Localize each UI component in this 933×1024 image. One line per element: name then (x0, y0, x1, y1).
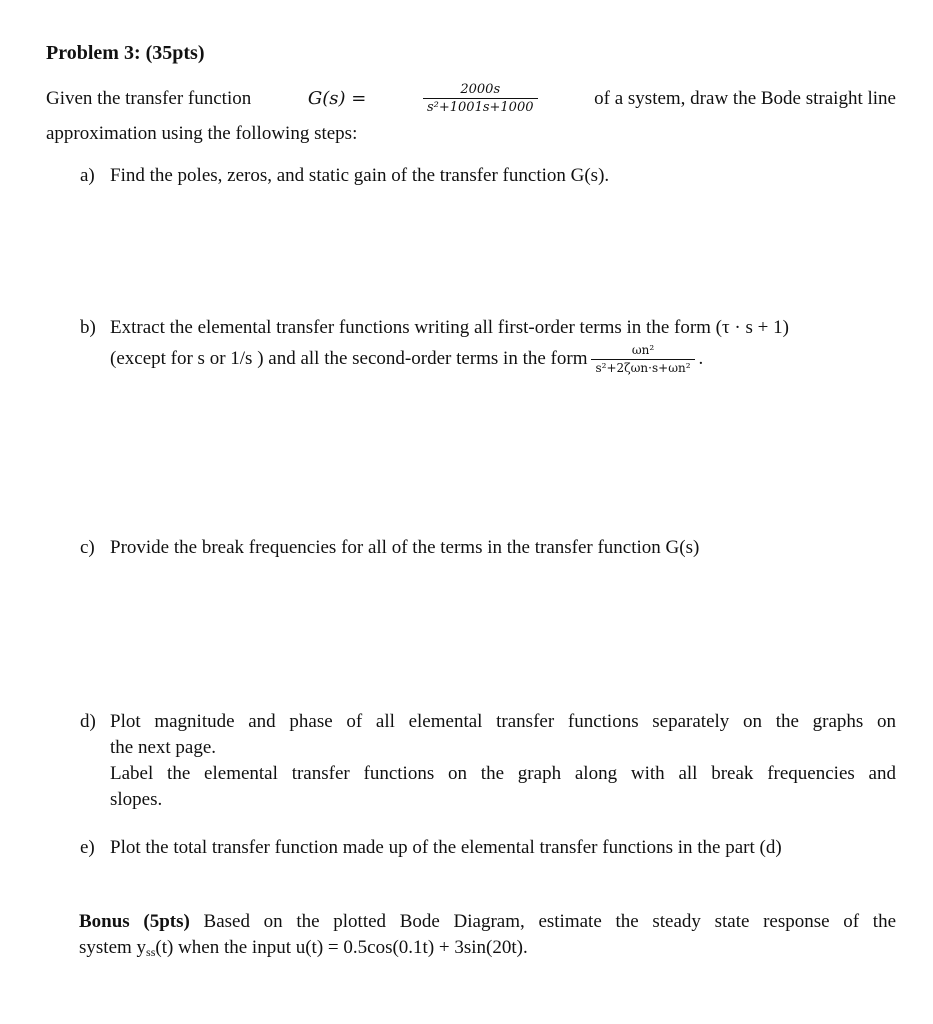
problem-title: Problem 3: (35pts) (46, 42, 205, 64)
part-e-marker: e) (80, 837, 95, 858)
part-a (80, 163, 609, 189)
transfer-function-label: G(s) = (307, 87, 367, 109)
part-b-period: . (698, 348, 704, 369)
part-c-text: Provide the break frequencies for all of the terms in the transfer function G(s) (110, 537, 700, 558)
part-c-marker: c) (80, 537, 95, 558)
part-a-text: Find the poles, zeros, and static gain of the transfer function G(s). (110, 165, 610, 186)
second-order-fraction (591, 343, 694, 376)
bonus-label: Bonus (5pts) (79, 911, 190, 932)
bonus-line-2-prefix: system y (79, 937, 147, 958)
intro-suffix: of a system, draw the Bode straight line (594, 87, 896, 109)
part-d (80, 709, 896, 813)
bonus-line-1 (79, 909, 896, 935)
part-d-line-2: the next page. (110, 737, 217, 758)
part-b-marker: b) (80, 317, 96, 338)
part-d-line-1: Plot magnitude and phase of all elemental transfer functions separately on the graphs on (110, 711, 896, 732)
part-e-text: Plot the total transfer function made up of the elemental transfer functions in the part (d) (110, 837, 782, 858)
part-d-marker: d) (80, 711, 96, 732)
part-b-line-2-text: (except for s or 1/s ) and all the second-order terms in the form (110, 348, 588, 369)
intro-line-2: approximation using the following steps: (46, 123, 358, 144)
part-b-line-1-text: Extract the elemental transfer functions writing all first-order terms in the form (τ · s + 1) (110, 317, 789, 338)
part-d-line-4: slopes. (110, 789, 163, 810)
bonus-line-2-subscript: ss (146, 945, 156, 959)
transfer-function-fraction (423, 82, 538, 115)
part-a-marker: a) (80, 165, 95, 186)
intro-prefix: Given the transfer function (46, 87, 252, 109)
part-b-line-2 (110, 336, 703, 382)
part-d-line-3: Label the elemental transfer functions on the graph along with all break frequencies and (110, 763, 896, 784)
bonus (79, 909, 896, 965)
tf-numerator: 2000s (460, 82, 501, 97)
part-c (80, 535, 699, 561)
bonus-line-1-text: Based on the plotted Bode Diagram, estimate the steady state response of the (203, 911, 897, 932)
so-denominator: s²+2ζωn·s+ωn² (591, 359, 694, 376)
bonus-line-2-suffix: (t) when the input u(t) = 0.5cos(0.1t) + 3sin(20t). (155, 937, 528, 958)
so-numerator: ωn² (631, 342, 655, 357)
tf-denominator: s²+1001s+1000 (423, 98, 538, 115)
bonus-line-2 (79, 935, 896, 965)
part-e (80, 835, 782, 861)
intro-line-1 (46, 82, 896, 115)
